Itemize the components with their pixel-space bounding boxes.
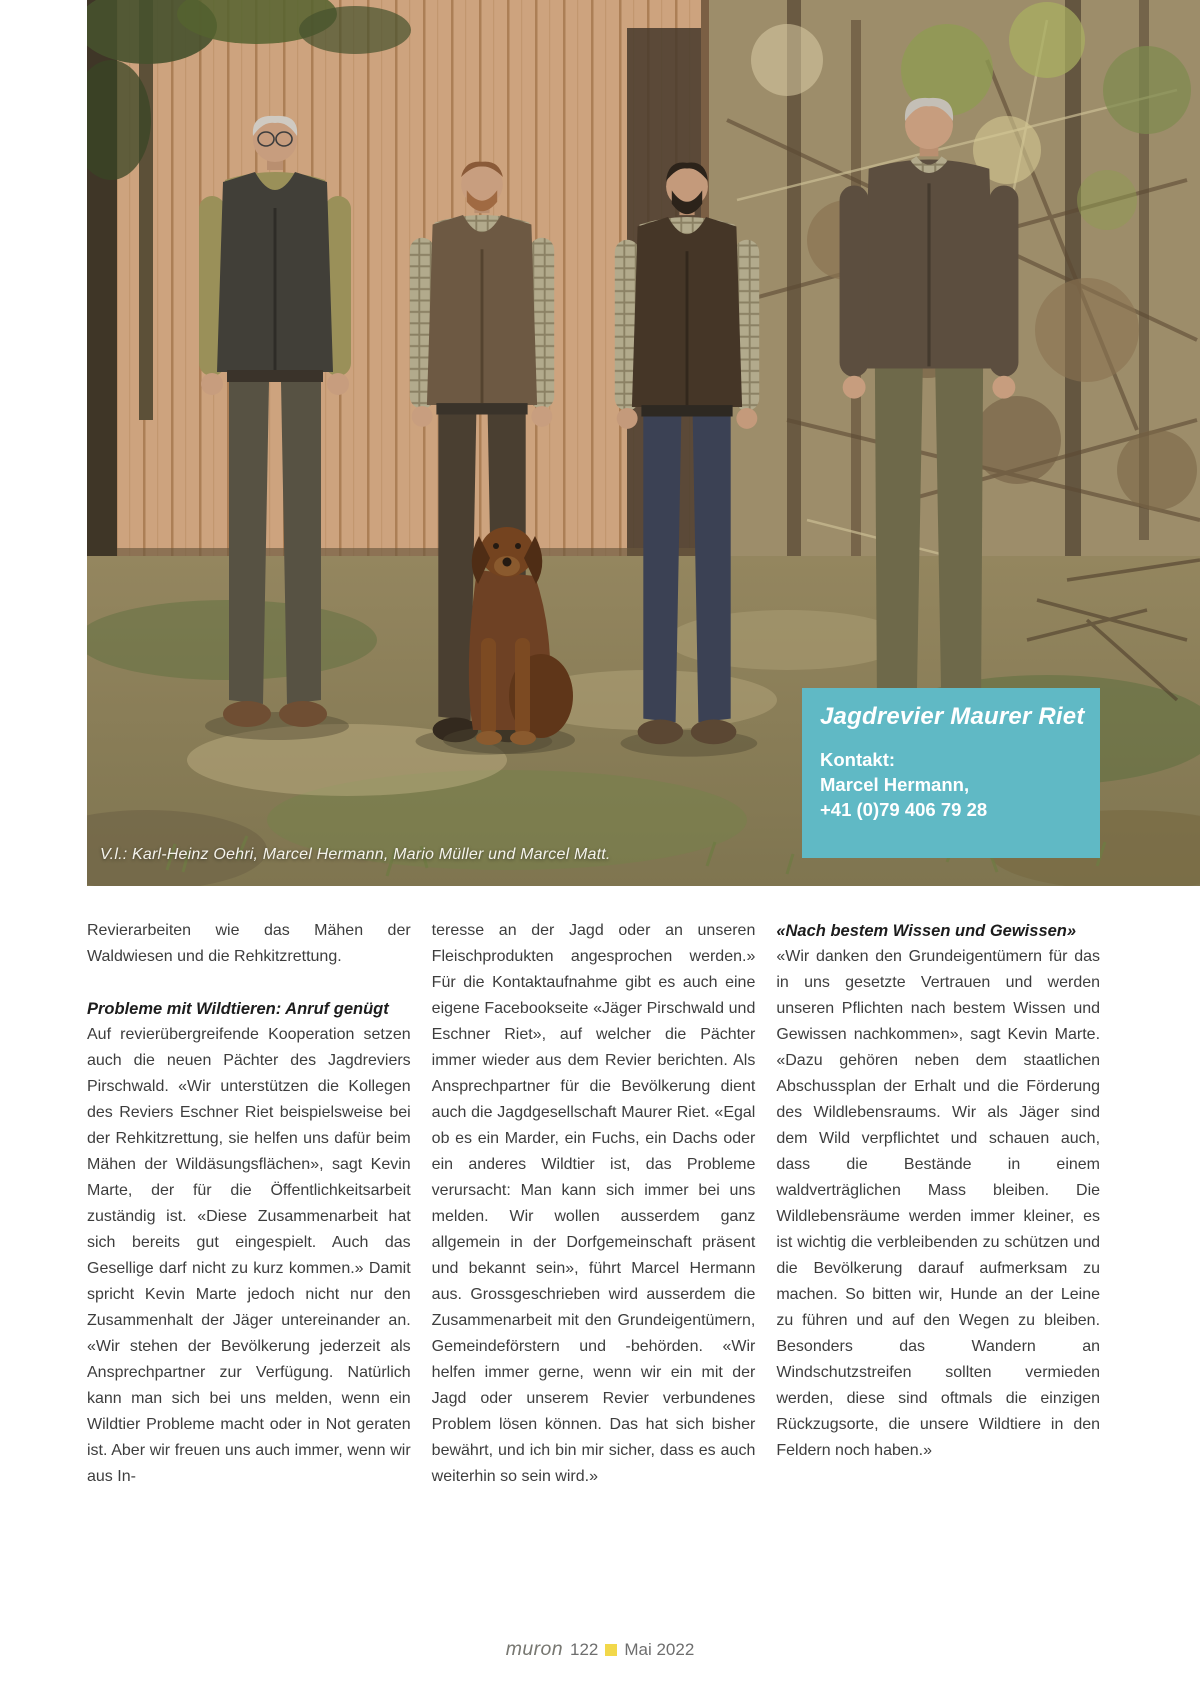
- infobox-title: Jagdrevier Maurer Riet: [820, 703, 1085, 730]
- paragraph: teresse an der Jagd oder an unseren Fleischprodukten angesprochen werden.» Für die Kontaktaufnahme gibt es auch eine eigene Facebookseite «Jäger Pirschwald und Eschner Riet», auf welcher die Pächter immer wieder aus dem Revier berichten. Als Ansprechpartner für die Bevölkerung dient auch die Jagdgesellschaft Maurer Riet. «Egal ob es ein Marder, ein Fuchs, ein Dachs oder ein anderes Wildtier ist, das Probleme verursacht: Man kann sich immer bei uns melden. Wir wollen ausserdem ganz allgemein in der Dorfgemeinschaft präsent und bekannt sein», führt Marcel Hermann aus. Grossgeschrieben wird ausserdem die Zusammenarbeit mit den Grundeigentümern, Gemeindeförstern und -behörden. «Wir helfen immer gerne, wenn wir ein mit der Jagd oder unserem Revier verbundenes Problem lösen können. Das hat sich bisher bewährt, und ich bin mir sicher, dass es auch weiterhin so sein wird.»: [431, 922, 756, 1485]
- infobox-contact-phone: +41 (0)79 406 79 28: [820, 799, 988, 820]
- page-footer: [0, 1638, 1200, 1661]
- issue-date: Mai 2022: [624, 1639, 695, 1659]
- paragraph: Revierarbeiten wie das Mähen der Waldwiesen und die Rehkitzrettung.: [87, 922, 411, 965]
- section-heading-gewissen: «Nach bestem Wissen und Gewissen»: [776, 922, 1077, 940]
- text-column-2: [432, 918, 756, 1490]
- infobox-contact-name: Marcel Hermann,: [820, 774, 970, 795]
- paragraph: «Wir danken den Grundeigentümern für das in uns gesetzte Vertrauen und werden unseren Pflichten nach bestem Wissen und Gewissen nachkommen», sagt Kevin Marte. «Dazu gehören neben dem staatlichen Abschussplan der Erhalt und die Förderung des Wildlebensraums. Wir als Jäger sind dem Wild verpflichtet und schauen auch, dass die Bestände in einem waldverträglichen Mass bleiben. Die Wildlebensräume werden immer kleiner, es ist wichtig die verbleibenden zu schützen und die Bevölkerung darauf aufmerksam zu machen. So bitten wir, Hunde an der Leine zu führen und auf den Wegen zu bleiben. Besonders das Wandern an Windschutzstreifen sollten vermieden werden, diese sind oftmals die einzigen Rückzugsorte, die unsere Wildtiere in den Feldern noch haben.»: [776, 948, 1101, 1459]
- text-column-3: [776, 918, 1100, 1490]
- section-heading-wildtiere: Probleme mit Wildtieren: Anruf genügt: [87, 1000, 389, 1018]
- magazine-name: muron: [505, 1638, 563, 1660]
- infobox-contact-label: Kontakt:: [820, 749, 896, 770]
- article-columns: [87, 918, 1100, 1490]
- contact-infobox: [802, 688, 1100, 858]
- photo-caption: V.l.: Karl-Heinz Oehri, Marcel Hermann, Mario Müller und Marcel Matt.: [100, 846, 611, 863]
- issue-number: 122: [569, 1639, 599, 1659]
- footer-square-icon: [605, 1644, 617, 1656]
- text-column-1: [87, 918, 411, 1490]
- paragraph: Auf revierübergreifende Kooperation setzen auch die neuen Pächter des Jagdreviers Pirschwald. «Wir unterstützen die Kollegen des Reviers Eschner Riet beispielsweise bei der Rehkitzrettung, sie helfen uns dafür beim Mähen der Wildäsungsflächen», sagt Kevin Marte, der für die Öffentlichkeitsarbeit zuständig ist. «Diese Zusammenarbeit hat sich bereits gut eingespielt. Auch das Gesellige darf nicht zu kurz kommen.» Damit spricht Kevin Marte jedoch nicht nur den Zusammenhalt der Jäger untereinander an. «Wir stehen der Bevölkerung jederzeit als Ansprechpartner zur Verfügung. Natürlich kann man sich bei uns melden, wenn ein Wildtier Probleme macht oder in Not geraten ist. Aber wir freuen uns auch immer, wenn wir aus In-: [87, 1026, 411, 1485]
- group-photo: [87, 0, 1200, 886]
